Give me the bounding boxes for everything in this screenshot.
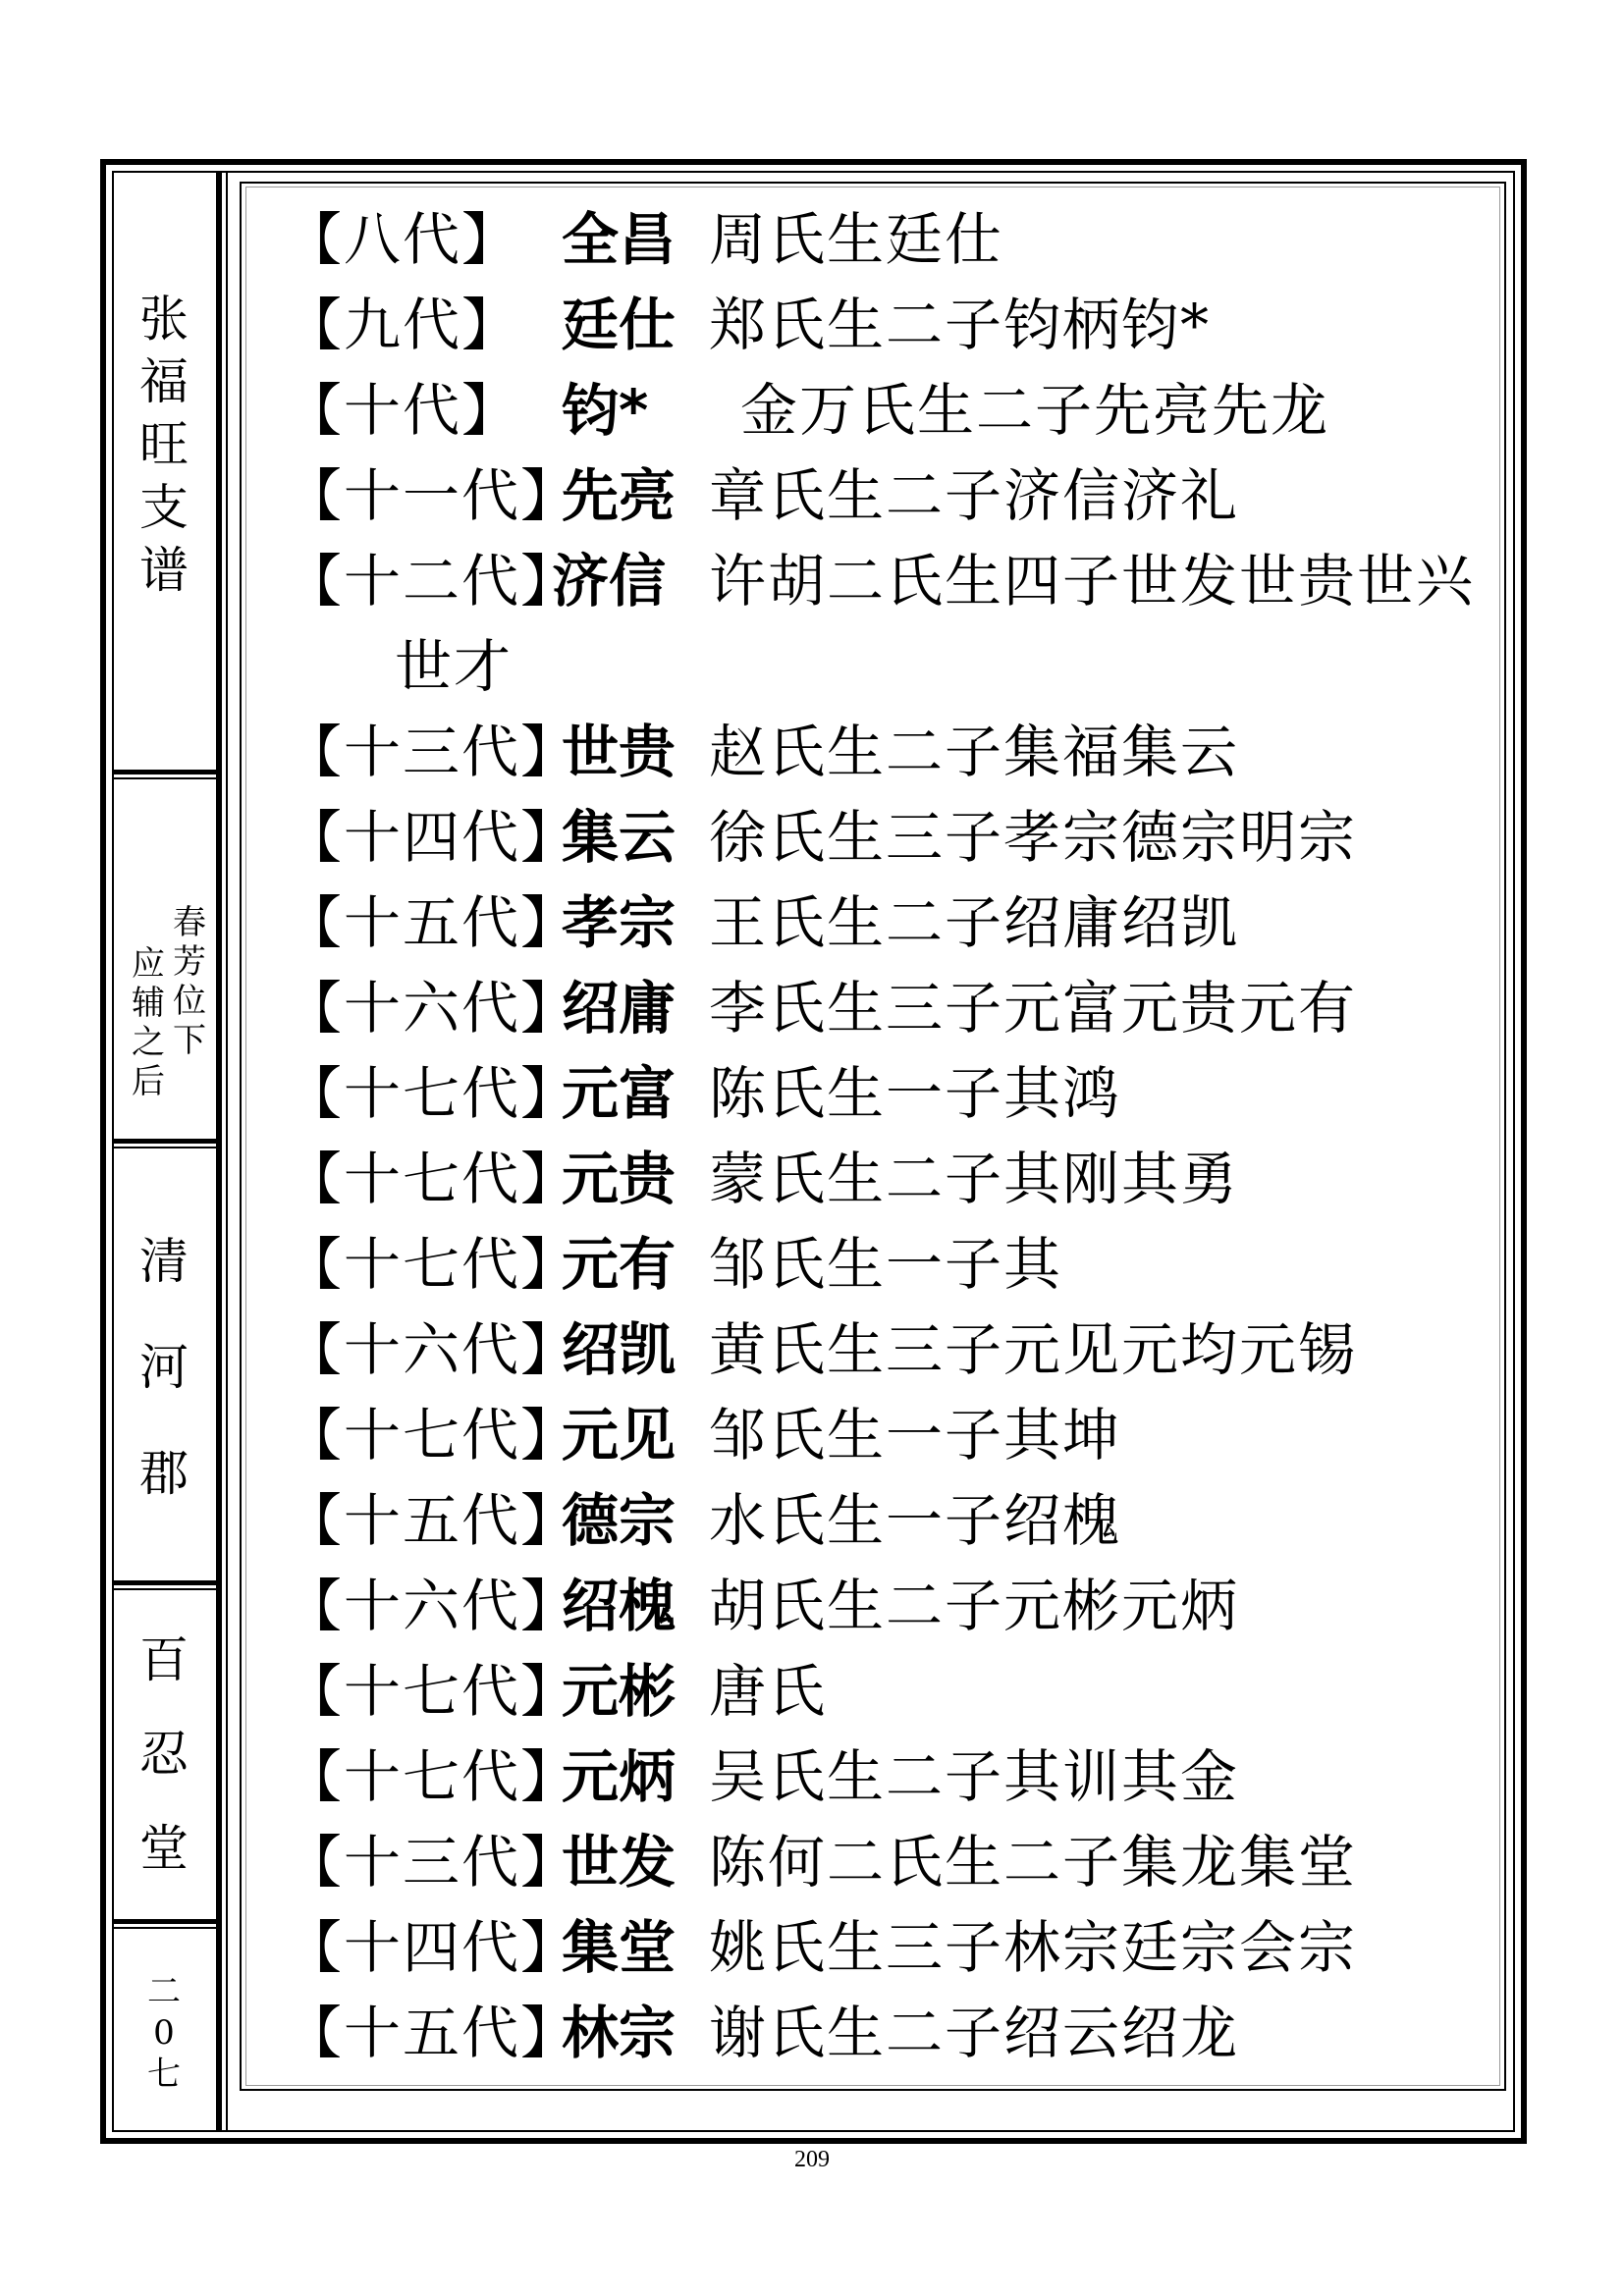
entry-description: 陈氏生一子其鸿 [709,1060,1122,1127]
person-name: 集堂 [562,1914,677,1981]
genealogy-entry [285,629,1502,715]
entry-description: 陈何二氏生二子集龙集堂 [709,1829,1358,1896]
spine-hall-name [112,1631,216,1918]
person-name: 元炳 [562,1743,677,1810]
spine-separator [112,1919,216,1924]
generation-label: 【十七代】 [285,1402,580,1468]
genealogy-entry [285,800,1502,885]
entry-description: 邹氏生一子其坤 [709,1402,1122,1468]
title-char: 张 [139,291,189,347]
commandery-char: 河 [139,1339,189,1396]
person-name: 先亮 [562,462,677,529]
person-name: 钧* [562,377,649,444]
genealogy-entry [285,202,1502,288]
entry-description: 唐氏 [709,1658,828,1725]
generation-label: 【十七代】 [285,1658,580,1725]
spine-divider [216,171,222,2132]
page-number-char: 二 [147,1972,181,2011]
subtitle-char: 下 [173,1021,206,1060]
genealogy-entry [285,1996,1502,2081]
person-name: 元有 [562,1231,677,1298]
genealogy-entry [285,1056,1502,1142]
subtitle-char: 位 [173,982,206,1021]
commandery-char: 郡 [139,1445,189,1502]
person-name: 绍庸 [562,975,677,1041]
genealogy-entry [285,458,1502,544]
genealogy-entry [285,1483,1502,1569]
generation-label: 【十四代】 [285,1914,580,1981]
genealogy-entry [285,1910,1502,1996]
generation-label: 【十五代】 [285,1487,580,1554]
title-char: 福 [139,353,189,410]
person-name: 孝宗 [562,889,677,956]
generation-label: 【十七代】 [285,1743,580,1810]
entry-description: 蒙氏生二子其刚其勇 [709,1146,1240,1212]
hall-char: 百 [139,1631,189,1688]
genealogy-entry [285,1654,1502,1739]
person-name: 德宗 [562,1487,677,1554]
spine-separator [112,1139,216,1144]
entry-description: 世才 [395,633,514,700]
generation-label: 【十七代】 [285,1231,580,1298]
genealogy-entry [285,885,1502,971]
generation-label: 【十四代】 [285,804,580,871]
entry-description: 章氏生二子济信济礼 [709,462,1240,529]
subtitle-right-column [173,903,206,1060]
generation-label: 【十代】 [285,377,521,444]
generation-label: 【十三代】 [285,719,580,785]
entry-description: 水氏生一子绍槐 [709,1487,1122,1554]
generation-label: 【九代】 [285,292,521,358]
genealogy-entry [285,1312,1502,1398]
person-name: 绍槐 [562,1573,677,1639]
page-number: 209 [794,2147,830,2172]
generation-label: 【十七代】 [285,1060,580,1127]
entry-description: 姚氏生三子林宗廷宗会宗 [709,1914,1358,1981]
subtitle-left-column [132,944,165,1101]
genealogy-entry [285,971,1502,1056]
spine-genealogy-title [112,291,216,609]
entry-description: 吴氏生二子其训其金 [709,1743,1240,1810]
spine-divider-thin [226,171,228,2132]
entry-description: 赵氏生二子集福集云 [709,719,1240,785]
subtitle-char: 辅 [132,984,165,1023]
generation-label: 【十六代】 [285,1573,580,1639]
title-char: 谱 [139,542,189,599]
entry-description: 许胡二氏生四子世发世贵世兴 [709,548,1476,614]
genealogy-entry [285,1227,1502,1312]
title-char: 支 [139,479,189,536]
generation-label: 【十五代】 [285,2000,580,2066]
generation-label: 【十七代】 [285,1146,580,1212]
genealogy-entry [285,1142,1502,1227]
entry-description: 金万氏生二子先亮先龙 [740,377,1330,444]
entry-description: 胡氏生二子元彬元炳 [709,1573,1240,1639]
person-name: 济信 [552,548,667,614]
genealogy-entry [285,373,1502,458]
spine-commandery [112,1233,216,1555]
genealogy-entry [285,288,1502,373]
genealogy-entry [285,1398,1502,1483]
entry-description: 李氏生三子元富元贵元有 [709,975,1358,1041]
person-name: 林宗 [562,2000,677,2066]
person-name: 绍凯 [562,1316,677,1383]
entry-description: 徐氏生三子孝宗德宗明宗 [709,804,1358,871]
person-name: 世贵 [562,719,677,785]
subtitle-char: 之 [132,1023,165,1062]
generation-label: 【十六代】 [285,975,580,1041]
genealogy-entries [285,202,1502,2081]
spine-page-number [112,1971,216,2095]
subtitle-char: 应 [132,944,165,984]
generation-label: 【十五代】 [285,889,580,956]
hall-char: 堂 [139,1820,189,1877]
person-name: 元富 [562,1060,677,1127]
generation-label: 【十三代】 [285,1829,580,1896]
person-name: 元见 [562,1402,677,1468]
entry-description: 周氏生廷仕 [709,206,1004,273]
genealogy-entry [285,1739,1502,1825]
subtitle-char: 后 [132,1062,165,1101]
genealogy-entry [285,544,1502,629]
entry-description: 黄氏生三子元见元均元锡 [709,1316,1358,1383]
person-name: 世发 [562,1829,677,1896]
hall-char: 忍 [139,1726,189,1783]
spine-separator [112,770,216,774]
genealogy-entry [285,1569,1502,1654]
genealogy-entry [285,715,1502,800]
page-number-char: 七 [147,2055,181,2094]
person-name: 元贵 [562,1146,677,1212]
person-name: 集云 [562,804,677,871]
person-name: 元彬 [562,1658,677,1725]
entry-description: 郑氏生二子钧柄钧* [709,292,1212,358]
commandery-char: 清 [139,1233,189,1290]
subtitle-char: 春 [173,903,206,942]
genealogy-entry [285,1825,1502,1910]
page-number-char: 0 [153,2013,175,2053]
generation-label: 【八代】 [285,206,521,273]
spine-separator [112,1580,216,1585]
title-char: 旺 [139,416,189,473]
entry-description: 谢氏生二子绍云绍龙 [709,2000,1240,2066]
person-name: 全昌 [562,206,677,273]
entry-description: 邹氏生一子其 [709,1231,1063,1298]
entry-description: 王氏生二子绍庸绍凯 [709,889,1240,956]
subtitle-char: 芳 [173,942,206,982]
spine-subtitle [122,903,216,1099]
person-name: 廷仕 [562,292,677,358]
generation-label: 【十一代】 [285,462,580,529]
generation-label: 【十六代】 [285,1316,580,1383]
generation-label: 【十二代】 [285,548,580,614]
